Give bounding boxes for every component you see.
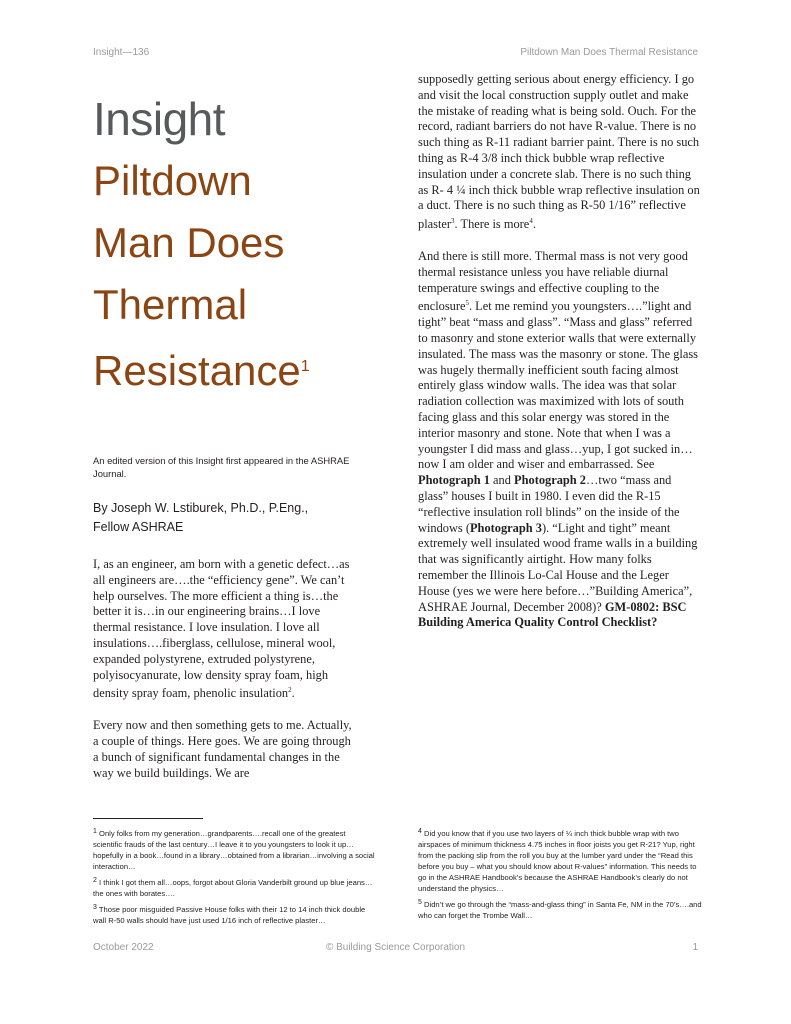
- footnotes-right: [418, 826, 702, 924]
- photo-ref[interactable]: Photograph 3: [469, 520, 542, 535]
- footnotes-left: [93, 826, 375, 929]
- footnote-ref[interactable]: 3: [451, 217, 455, 226]
- footnote: $^5$ Didn’t we go through the “mass-and-glass thing” in Santa Fe, NM in the 70’s….and who can forget the Trombe Wall…: [418, 899, 702, 920]
- title-line: Resistance$^1$: [93, 347, 310, 394]
- footnote-divider: [93, 818, 203, 819]
- footer-copyright: © Building Science Corporation: [325, 942, 466, 953]
- body-column-left: [93, 557, 355, 797]
- body-paragraph: I, as an engineer, am born with a genetic defect…as all engineers are….the “efficiency gene”. We can’t help ourselves. The more efficient a thing is…the better it is…in our engineering brains…I love thermal resistance. I love insulation. I love all insulations….fiberglass, cellulose, mineral wool, expanded polystyrene, extruded polystyrene, polyisocyanurate, low density spray foam, high density spray foam, phenolic insulation$^2$.: [93, 557, 350, 701]
- footnote: $^1$ Only folks from my generation…grandparents….recall one of the greatest scientific frauds of the last century…I leave it to you youngsters to look it up…hopefully in a book…found in a library…obtained from a librarian…involving a social interaction…: [93, 828, 375, 871]
- footnote: $^3$ Those poor misguided Passive House folks with their 12 to 14 inch thick double wall R-50 walls should have just used 1/16 inch of reflective plaster…: [93, 904, 366, 925]
- footnote-ref[interactable]: 2: [288, 686, 292, 695]
- body-paragraph: supposedly getting serious about energy efficiency. I go and visit the local construction supply outlet and make the mistake of reading what is being sold. Ouch. For the record, radiant barriers do not have R-value. There is no such thing as R-11 radiant barrier paint. There is no such thing as R-4 3/8 inch thick bubble wrap reflective insulation under a concrete slab. There is no such thing as R- 4 ¼ inch thick bubble wrap reflective insulation on a duct. There is no such thing as R-50 1/16” reflective plaster$^3$. There is more$^4$.: [418, 72, 700, 232]
- body-column-right: [418, 72, 702, 647]
- footer-date: October 2022: [93, 942, 154, 953]
- series-name: Insight: [93, 93, 226, 145]
- document-ref[interactable]: GM-0802: BSC Building America Quality Control Checklist?: [418, 599, 687, 630]
- footnote: $^2$ I think I got them all…oops, forgot about Gloria Vanderbilt ground up blue jeans…the ones with borates….: [93, 877, 373, 898]
- page-number: 1: [692, 942, 698, 953]
- author-byline: By Joseph W. Lstiburek, Ph.D., P.Eng., Fellow ASHRAE: [93, 501, 309, 534]
- publication-note: An edited version of this Insight first appeared in the ASHRAE Journal.: [93, 455, 350, 479]
- article-title: [93, 150, 353, 402]
- running-header-right: Piltdown Man Does Thermal Resistance: [520, 47, 698, 58]
- body-paragraph: And there is still more. Thermal mass is not very good thermal resistance unless you have reliable diurnal temperature swings and effective coupling to the enclosure$^5$. Let me remind you youngsters….”light and tight” beat “mass and glass”. “Mass and glass” referred to masonry and stone exterior walls that were externally insulated. The mass was the masonry or stone. The glass was hugely thermally inefficient south facing almost entirely glass window walls. The idea was that solar radiation collection was maximized with lots of south facing glass and this solar energy was stored in the interior masonry and stone. Note that when I was a youngster I did mass and glass…yup, I got sucked in…now I am older and wiser and embarrassed. See Photograph 1 and Photograph 2…two “mass and glass” houses I built in 1980. I even did the R-15 “reflective insulation roll blinds” on the inside of the windows (Photograph 3). “Light and tight” meant extremely well insulated wood frame walls in a building that was significantly airtight. How many folks remember the Illinois Lo-Cal House and the Leger House (yes we were here before…”Building America”, ASHRAE Journal, December 2008)? GM-0802: BSC Building America Quality Control Checklist?: [418, 248, 699, 630]
- footnote: $^4$ Did you know that if you use two layers of ¼ inch thick bubble wrap with two airspaces of minimum thickness 4.75 inches in floor joists you get R-21? Yup, right from the packing slip from the roll you buy at the lumber yard under the “Read this before you buy – what you should know about R-values” information. This needs to go in the ASHRAE Handbook’s because the ASHRAE Handbook’s clearly do not understand the physics…: [418, 828, 697, 893]
- footnote-ref[interactable]: 4: [529, 217, 533, 226]
- title-line: Man Does: [93, 219, 285, 266]
- running-header-left: Insight—136: [93, 47, 150, 58]
- photo-ref[interactable]: Photograph 2: [514, 473, 586, 488]
- photo-ref[interactable]: Photograph 1: [418, 473, 490, 488]
- title-line: Piltdown: [93, 157, 252, 204]
- footnote-ref[interactable]: 5: [465, 299, 469, 308]
- footnote-ref[interactable]: 1: [300, 358, 310, 375]
- title-line: Thermal: [93, 281, 248, 328]
- body-paragraph: Every now and then something gets to me. Actually, a couple of things. Here goes. We are going through a bunch of significant fundamental changes in the way we build buildings. We are: [93, 718, 352, 780]
